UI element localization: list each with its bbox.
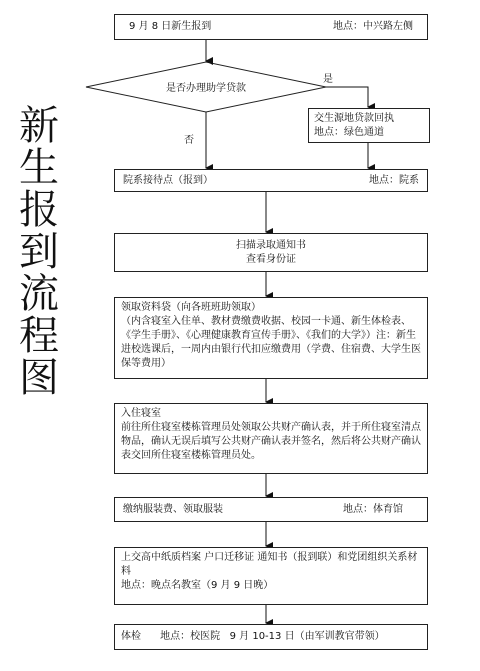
loan-receipt-text: 交生源地贷款回执 bbox=[314, 113, 394, 124]
registration-date: 9 月 8 日新生报到 bbox=[129, 21, 212, 32]
title-char: 图 bbox=[19, 355, 59, 401]
dorm-title: 入住寝室 bbox=[121, 408, 161, 419]
archive-location: 地点：晚点名教室（9 月 9 日晚） bbox=[121, 580, 274, 591]
title-char: 流 bbox=[19, 271, 59, 317]
uniform-location: 地点：体育馆 bbox=[343, 503, 403, 515]
step-loan-receipt bbox=[308, 108, 430, 143]
step-registration bbox=[114, 14, 428, 40]
decision-no-label: 否 bbox=[184, 135, 194, 146]
dorm-detail: 前往所住寝室楼栋管理员处领取公共财产确认表，并于所住寝室清点物品，确认无误后填写公共财产确认表并签名，然后将公共财产确认表交回所住寝室楼栋管理员处。 bbox=[121, 422, 421, 461]
title-char: 报 bbox=[19, 187, 59, 233]
materials-title: 领取资料袋（向各班班助领取） bbox=[121, 302, 261, 313]
step-reception bbox=[114, 169, 428, 192]
loan-receipt-location: 地点：绿色通道 bbox=[314, 127, 384, 138]
step-checkup bbox=[114, 624, 428, 650]
arrow-yes-branch bbox=[326, 87, 368, 107]
step-uniform bbox=[114, 497, 428, 522]
scan-notice-text: 扫描录取通知书 bbox=[236, 240, 306, 251]
step-archive bbox=[114, 547, 428, 605]
title-char: 生 bbox=[19, 145, 59, 191]
decision-yes-label: 是 bbox=[323, 74, 333, 85]
scan-id-text: 查看身份证 bbox=[246, 254, 296, 265]
step-scan bbox=[114, 233, 428, 272]
uniform-text: 缴纳服装费、领取服装 bbox=[123, 503, 223, 515]
decision-question: 是否办理助学贷款 bbox=[166, 83, 246, 94]
registration-location: 地点：中兴路左侧 bbox=[333, 21, 413, 32]
title-char: 程 bbox=[19, 313, 59, 359]
materials-detail: （内含寝室入住单、教材费缴费收据、校园一卡通、新生体检表、《学生手册》、《心理健康教育宣传手册》、《我们的大学》）注：新生进校选课后，一周内由银行代扣应缴费用（学费、住宿费、大学生医保等费用） bbox=[121, 316, 421, 369]
step-materials bbox=[114, 297, 428, 379]
step-dorm bbox=[114, 403, 428, 474]
archive-detail: 上交高中纸质档案 户口迁移证 通知书（报到联）和党团组织关系材料 bbox=[121, 552, 418, 577]
reception-text: 院系接待点（报到） bbox=[123, 174, 213, 186]
title-char: 新 bbox=[19, 103, 59, 149]
reception-location: 地点：院系 bbox=[369, 174, 419, 186]
title-char: 到 bbox=[19, 229, 59, 275]
checkup-text: 体检 地点：校医院 9 月 10-13 日（由军训教官带领） bbox=[121, 631, 385, 642]
